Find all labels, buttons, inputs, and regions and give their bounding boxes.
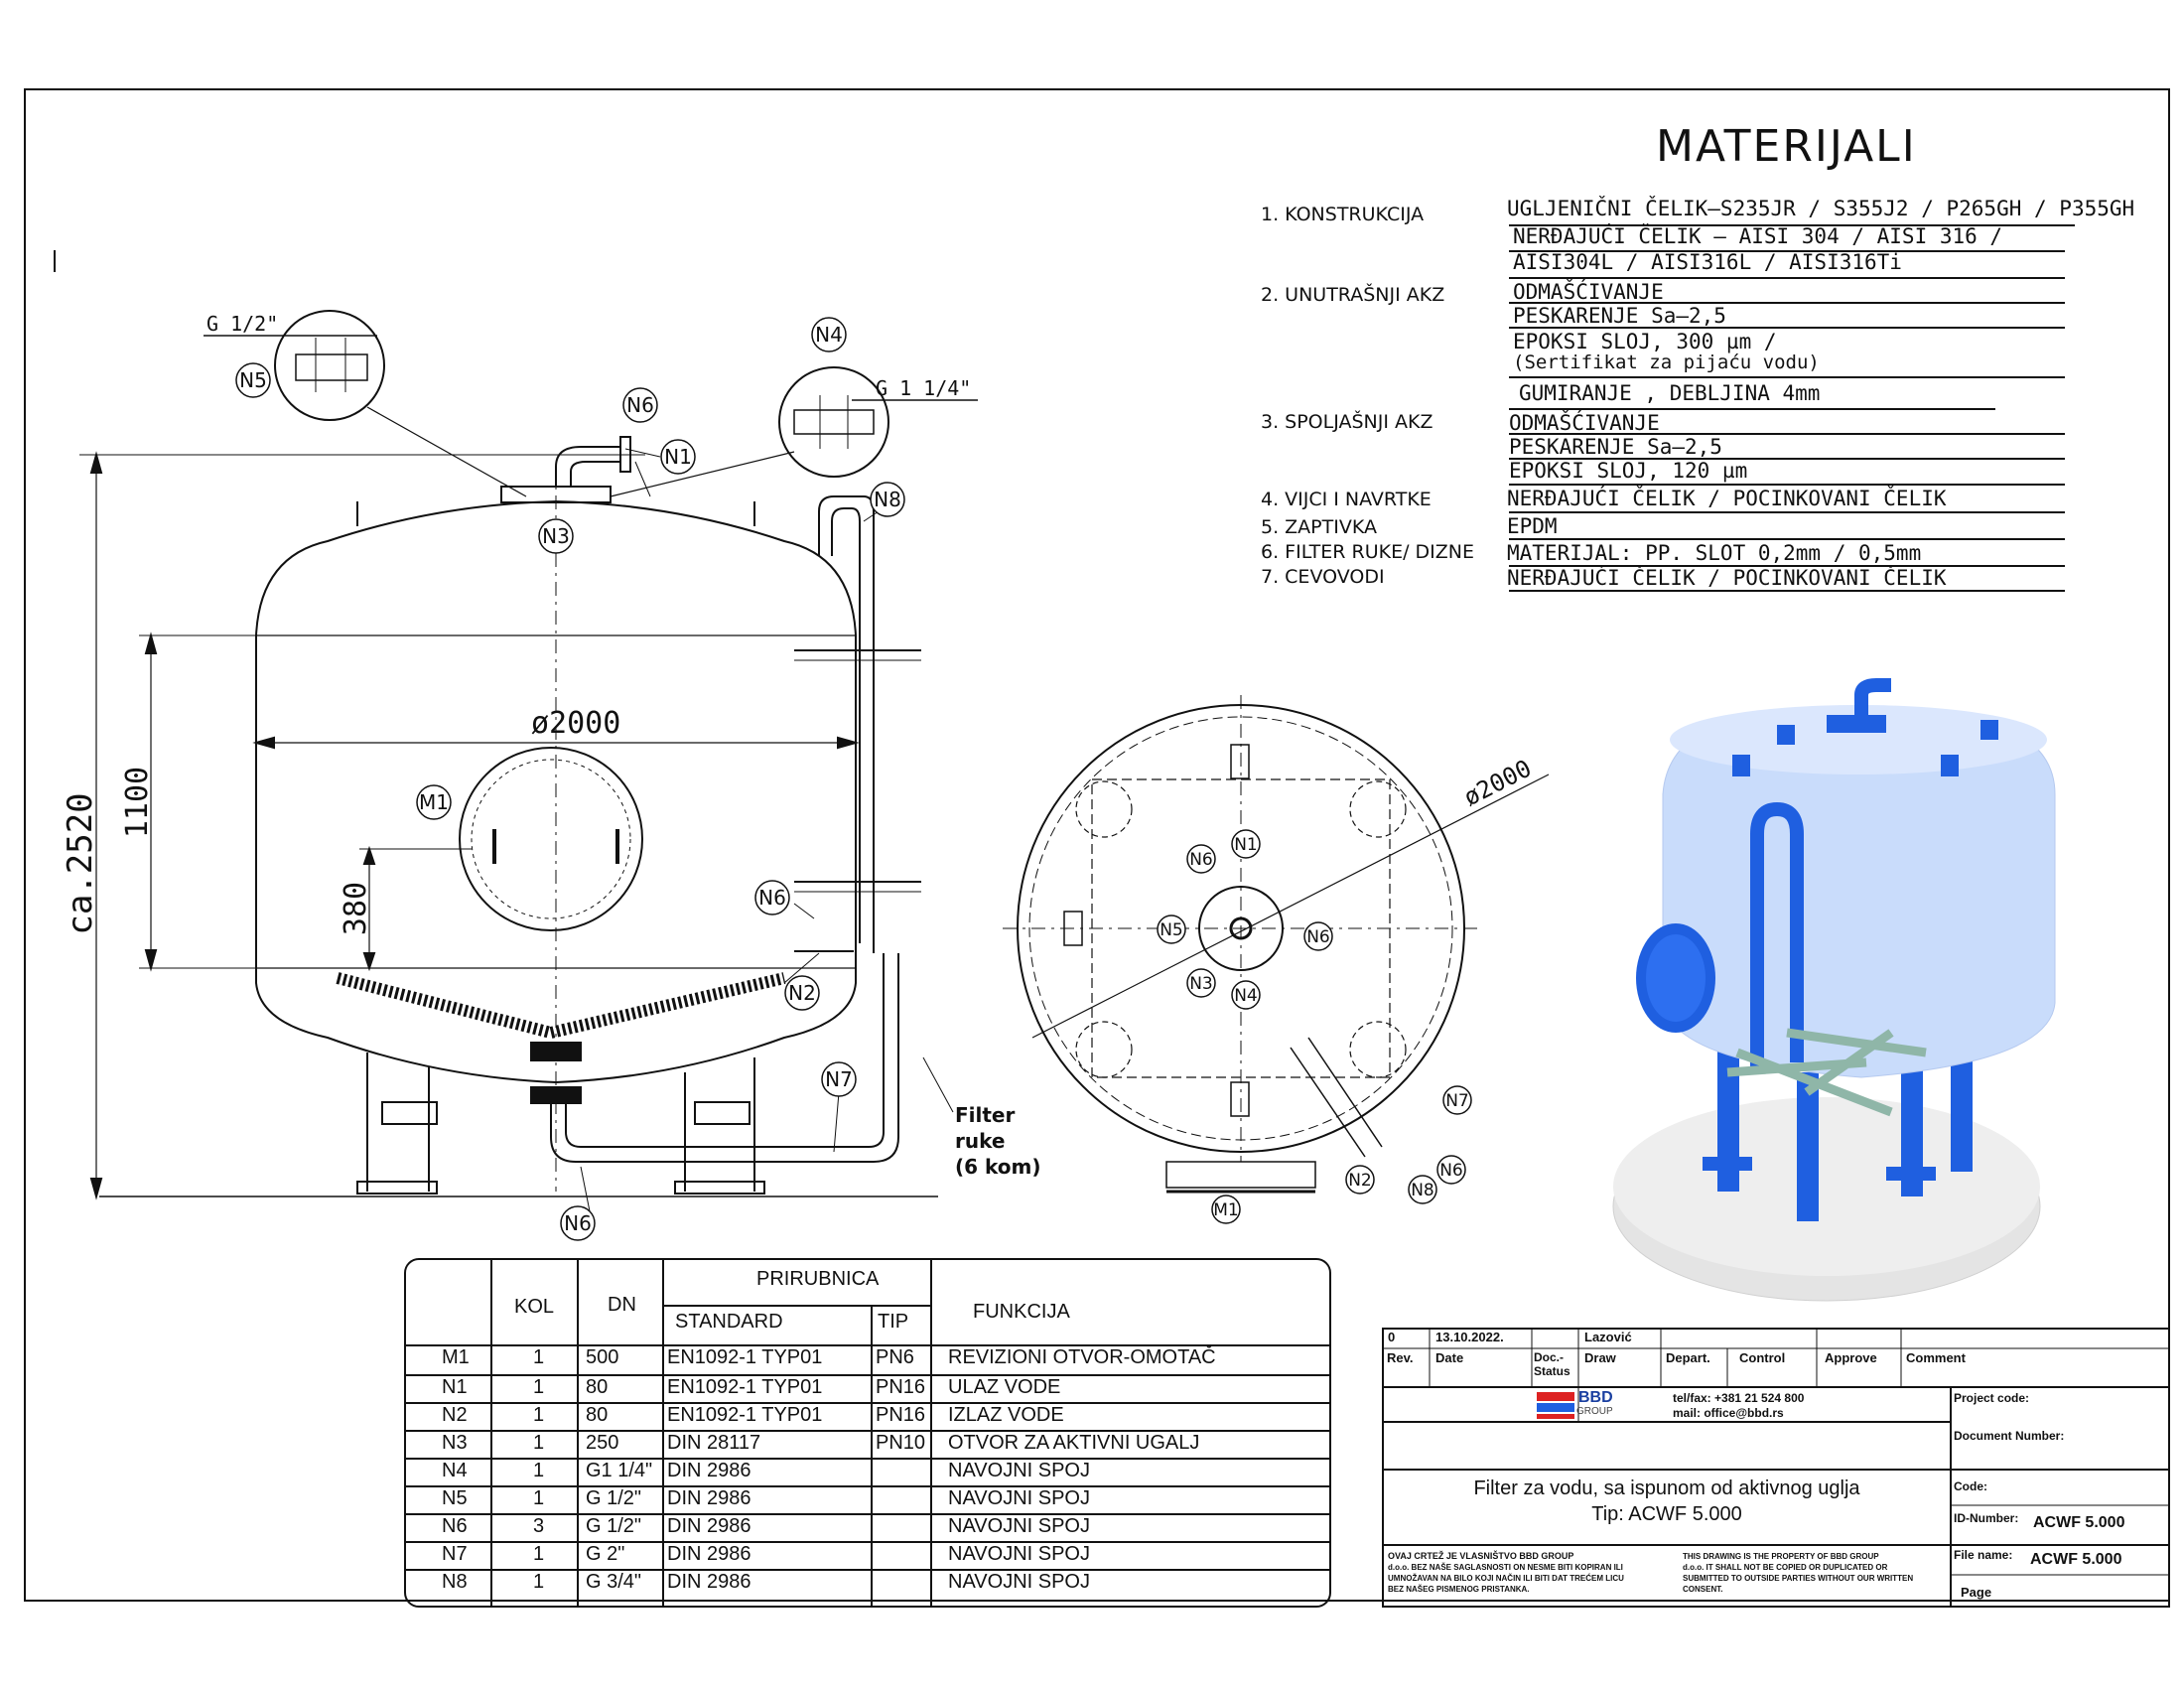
cell-tip: PN16 <box>876 1404 926 1426</box>
header-date: Date <box>1435 1350 1464 1365</box>
material-piping-line1: NERĐAJUĆI ČELIK / POCINKOVANI ČELIK <box>1507 566 1947 590</box>
header-doc-status: Doc.-Status <box>1534 1350 1570 1378</box>
cell-function: NAVOJNI SPOJ <box>948 1543 1090 1565</box>
detail-n4 <box>779 367 888 477</box>
cell-standard: DIN 2986 <box>667 1515 751 1537</box>
col-header-flange: PRIRUBNICA <box>756 1268 880 1290</box>
col-header-function: FUNKCIJA <box>973 1301 1070 1323</box>
top-tag-n7: N7 <box>1445 1091 1469 1111</box>
diameter-label: ø2000 <box>531 706 621 741</box>
material-label-construction: 1. KONSTRUKCIJA <box>1261 204 1425 225</box>
note-sr-2: d.o.o. BEZ NAŠE SAGLASNOSTI ON NESME BITI KOPIRAN ILI <box>1388 1563 1623 1572</box>
cell-qty: 1 <box>533 1460 545 1481</box>
cell-qty: 1 <box>533 1571 545 1593</box>
material-external-line2: PESKARENJE Sa–2,5 <box>1509 435 1722 459</box>
top-view-diameter-dim <box>1032 774 1549 1038</box>
material-internal-line4: (Sertifikat za pijaću vodu) <box>1513 352 1820 373</box>
header-approve: Approve <box>1825 1350 1877 1365</box>
top-tag-n6-right: N6 <box>1306 927 1330 947</box>
cell-function: REVIZIONI OTVOR-OMOTAČ <box>948 1346 1216 1368</box>
cell-qty: 1 <box>533 1346 545 1368</box>
file-name-label: File name: <box>1954 1548 2013 1562</box>
id-number-label: ID-Number: <box>1954 1511 2019 1525</box>
material-construction-line2: NERĐAJUĆI ČELIK – AISI 304 / AISI 316 / <box>1513 224 2003 248</box>
note-sr-1: OVAJ CRTEŽ JE VLASNIŠTVO BBD GROUP <box>1388 1551 1574 1561</box>
render-3d <box>1613 685 2055 1301</box>
company-logo-text: BBD <box>1578 1389 1613 1406</box>
note-en-1: THIS DRAWING IS THE PROPERTY OF BBD GROUP <box>1683 1552 1879 1561</box>
cell-dn: 80 <box>586 1404 609 1426</box>
cell-standard: DIN 28117 <box>667 1432 761 1454</box>
cell-standard: EN1092-1 TYP01 <box>667 1346 823 1368</box>
note-sr-3: UMNOŽAVAN NA BILO KOJI NAČIN ILI BITI DAT TREĆEM LICU <box>1388 1574 1624 1583</box>
material-internal-line2: PESKARENJE Sa–2,5 <box>1513 304 1726 328</box>
note-en-4: CONSENT. <box>1683 1585 1723 1594</box>
material-internal-line5: GUMIRANJE , DEBLJINA 4mm <box>1519 381 1821 405</box>
file-name-value: ACWF 5.000 <box>2030 1551 2122 1568</box>
top-tag-n2: N2 <box>1348 1171 1372 1191</box>
project-code-label: Project code: <box>1954 1391 2030 1405</box>
cell-qty: 1 <box>533 1487 545 1509</box>
thread-n5-label: G 1/2" <box>206 312 279 336</box>
top-view-tags <box>1158 830 1471 1223</box>
contact-mail: mail: office@bbd.rs <box>1673 1406 1784 1420</box>
material-internal-line3: EPOKSI SLOJ, 300 µm / <box>1513 330 1777 353</box>
header-comment: Comment <box>1906 1350 1966 1365</box>
material-internal-line1: ODMAŠĆIVANJE <box>1513 280 1664 304</box>
tag-n8: N8 <box>874 488 901 511</box>
cell-function: NAVOJNI SPOJ <box>948 1571 1090 1593</box>
thread-n4-label: G 1 1/4" <box>876 376 972 400</box>
drawing-title-line1: Filter za vodu, sa ispunom od aktivnog uglja <box>1473 1477 1860 1499</box>
cell-function: OTVOR ZA AKTIVNI UGALJ <box>948 1432 1200 1454</box>
tag-n7: N7 <box>825 1067 853 1091</box>
tag-n4: N4 <box>815 323 843 347</box>
tag-n2: N2 <box>788 981 816 1005</box>
cell-tip: PN10 <box>876 1432 926 1454</box>
cell-dn: G 3/4" <box>586 1571 642 1593</box>
cell-mark: N8 <box>442 1571 468 1593</box>
top-tag-m1: M1 <box>1213 1200 1239 1220</box>
note-sr-4: BEZ NAŠEG PISMENOG PRISTANKA. <box>1388 1585 1530 1594</box>
cell-qty: 1 <box>533 1376 545 1398</box>
col-header-standard: STANDARD <box>675 1311 783 1333</box>
page-label: Page <box>1961 1585 1992 1600</box>
col-header-dn: DN <box>608 1294 636 1316</box>
cell-mark: N5 <box>442 1487 468 1509</box>
company-logo-sub: GROUP <box>1576 1406 1613 1417</box>
cell-mark: M1 <box>442 1346 470 1368</box>
filter-note-line2: ruke <box>955 1129 1006 1153</box>
top-tag-n1: N1 <box>1234 835 1258 855</box>
cell-function: ULAZ VODE <box>948 1376 1061 1398</box>
tag-n5: N5 <box>239 368 267 392</box>
note-en-2: d.o.o. IT SHALL NOT BE COPIED OR DUPLICATED OR <box>1683 1563 1888 1572</box>
height-label: ca.2520 <box>61 792 100 935</box>
cell-standard: EN1092-1 TYP01 <box>667 1376 823 1398</box>
cell-dn: G1 1/4" <box>586 1460 653 1481</box>
cell-mark: N6 <box>442 1515 468 1537</box>
cell-mark: N3 <box>442 1432 468 1454</box>
drawing-title-line2: Tip: ACWF 5.000 <box>1591 1503 1742 1525</box>
material-label-bolts: 4. VIJCI I NAVRTKE <box>1261 489 1432 510</box>
top-tag-n5: N5 <box>1160 920 1183 940</box>
dim-380-label: 380 <box>339 881 373 936</box>
nozzle-n1-elbow <box>556 447 620 487</box>
top-tag-n6-bottom: N6 <box>1439 1161 1463 1181</box>
col-header-tip: TIP <box>878 1311 909 1333</box>
cell-dn: G 2" <box>586 1543 625 1565</box>
tag-n6-top: N6 <box>626 393 654 417</box>
cell-standard: DIN 2986 <box>667 1460 751 1481</box>
bottom-flange <box>531 1043 581 1060</box>
header-depart: Depart. <box>1666 1350 1710 1365</box>
top-view-diameter-label: ø2000 <box>1459 754 1537 812</box>
cell-dn: 250 <box>586 1432 619 1454</box>
filter-note-line1: Filter <box>955 1103 1016 1127</box>
tag-n1: N1 <box>664 445 692 469</box>
side-pipe <box>819 496 874 953</box>
manway-m1 <box>460 748 642 930</box>
material-label-internal: 2. UNUTRAŠNJI AKZ <box>1261 284 1445 306</box>
cell-dn: G 1/2" <box>586 1487 642 1509</box>
material-label-gasket: 5. ZAPTIVKA <box>1261 516 1377 538</box>
contact-phone: tel/fax: +381 21 524 800 <box>1673 1391 1805 1405</box>
material-bolts-line1: NERĐAJUĆI ČELIK / POCINKOVANI ČELIK <box>1507 487 1947 510</box>
material-gasket-line1: EPDM <box>1507 514 1558 538</box>
dim-1100-label: 1100 <box>120 766 155 839</box>
document-number-label: Document Number: <box>1954 1429 2065 1443</box>
filter-arm-left <box>338 978 551 1033</box>
cell-qty: 1 <box>533 1432 545 1454</box>
note-en-3: SUBMITTED TO OUTSIDE PARTIES WITHOUT OUR WRITTEN <box>1683 1574 1914 1583</box>
cell-qty: 1 <box>533 1404 545 1426</box>
tag-n6-bottom: N6 <box>564 1211 592 1235</box>
cell-mark: N2 <box>442 1404 468 1426</box>
cell-standard: DIN 2986 <box>667 1487 751 1509</box>
cell-mark: N7 <box>442 1543 468 1565</box>
rev-value: 0 <box>1388 1330 1396 1344</box>
cell-qty: 3 <box>533 1515 545 1537</box>
tag-m1: M1 <box>419 790 449 814</box>
materials-title: MATERIJALI <box>1656 121 1917 172</box>
material-label-filter-arms: 6. FILTER RUKE/ DIZNE <box>1261 541 1475 563</box>
header-draw: Draw <box>1584 1350 1616 1365</box>
cell-mark: N4 <box>442 1460 468 1481</box>
header-rev: Rev. <box>1387 1350 1414 1365</box>
cell-standard: DIN 2986 <box>667 1571 751 1593</box>
material-external-line3: EPOKSI SLOJ, 120 µm <box>1509 459 1748 483</box>
cell-dn: 80 <box>586 1376 609 1398</box>
header-control: Control <box>1739 1350 1786 1365</box>
top-tag-n4: N4 <box>1234 986 1258 1006</box>
tag-n6-side: N6 <box>758 886 786 910</box>
top-view <box>1003 695 1549 1192</box>
code-label: Code: <box>1954 1479 1987 1493</box>
top-tag-n3: N3 <box>1189 974 1213 994</box>
cell-mark: N1 <box>442 1376 468 1398</box>
drawn-by-value: Lazović <box>1584 1330 1632 1344</box>
filter-arm-right <box>551 978 784 1033</box>
cell-standard: DIN 2986 <box>667 1543 751 1565</box>
material-filter-arms-line1: MATERIJAL: PP. SLOT 0,2mm / 0,5mm <box>1507 541 1922 565</box>
cell-function: IZLAZ VODE <box>948 1404 1064 1426</box>
material-label-piping: 7. CEVOVODI <box>1261 566 1385 588</box>
material-construction-line3: AISI304L / AISI316L / AISI316Ti <box>1513 250 1902 274</box>
cell-qty: 1 <box>533 1543 545 1565</box>
cell-standard: EN1092-1 TYP01 <box>667 1404 823 1426</box>
top-tag-n8: N8 <box>1411 1181 1434 1200</box>
tag-n3: N3 <box>542 524 570 548</box>
material-construction-line1: UGLJENIČNI ČELIK–S235JR / S355J2 / P265GH / P355GH <box>1507 197 2135 220</box>
material-label-external: 3. SPOLJAŠNJI AKZ <box>1261 411 1433 433</box>
col-header-kol: KOL <box>514 1296 555 1318</box>
date-value: 13.10.2022. <box>1435 1330 1504 1344</box>
material-external-line1: ODMAŠĆIVANJE <box>1509 411 1660 435</box>
cell-function: NAVOJNI SPOJ <box>948 1487 1090 1509</box>
cell-tip: PN6 <box>876 1346 914 1368</box>
cell-tip: PN16 <box>876 1376 926 1398</box>
cell-dn: G 1/2" <box>586 1515 642 1537</box>
top-tag-n6: N6 <box>1189 850 1213 870</box>
filter-note-line3: (6 kom) <box>955 1155 1041 1179</box>
cell-function: NAVOJNI SPOJ <box>948 1460 1090 1481</box>
cell-dn: 500 <box>586 1346 619 1368</box>
bbd-logo <box>1537 1392 1574 1419</box>
id-number-value: ACWF 5.000 <box>2033 1514 2125 1531</box>
cell-function: NAVOJNI SPOJ <box>948 1515 1090 1537</box>
